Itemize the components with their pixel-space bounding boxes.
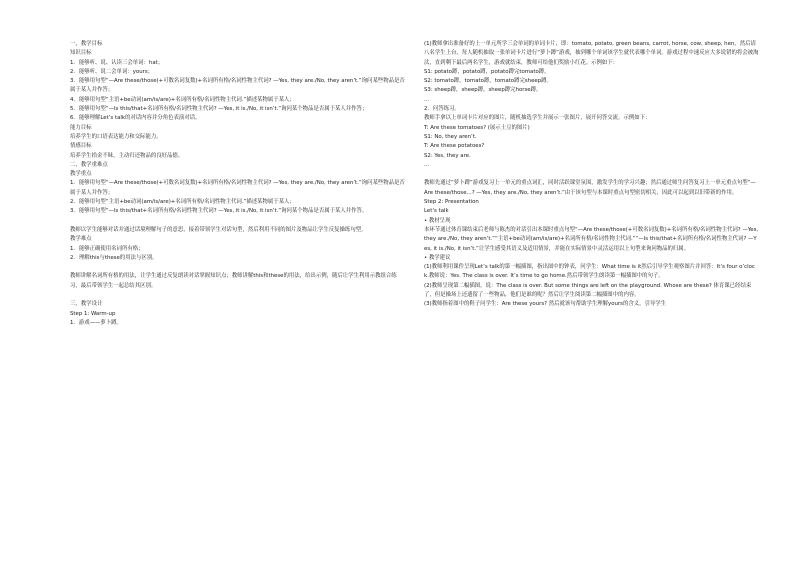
text-line: 本环节通过体育课结束后老师与陈杰的对话引出本课时重点句型“—Are these/those(+可数名词复数)+名词所有格/名词性物主代词? —Yes, they are./No, they aren’t.”“主语+be动词(am/is/are)+名词所有格/名词性物主代词.”“—Is this/that+名词所有格/名词性物主代词? —Yes, it is./No, it isn’t.”让学生感受其语义及适用情景，并能在实际情景中灵活运用以上句型来询问物品的归属。 [424, 226, 759, 252]
left-block-4 [70, 300, 405, 328]
text-line: Step 1: Warm-up [70, 310, 116, 317]
text-line: S3: sheep蹲，sheep蹲，sheep蹲完horse蹲。 [424, 87, 542, 94]
right-column [424, 40, 759, 310]
text-line: 教师讲解名词所有格的用法，让学生通过反复朗读对话掌握知识点；教师讲解this和these的用法，给出示例，随后让学生利用示教组合练习，最后带领学生一起总结其区别。 [70, 273, 397, 289]
text-line: 1．能够用句型“—Are these/those(+可数名词复数)+名词所有格/名词性物主代词? —Yes, they are./No, they aren’t.”询问某些物品是否属于某人并作答； [70, 180, 405, 196]
right-block-2 [424, 179, 759, 309]
left-block-1 [70, 40, 405, 217]
text-line: (2)教师呈现第二幅插图，说：The class is over. But some things are left on the playground. Whose are these? 体育课已经结束了，但是操场上还遗留了一些物品，他们是谁的呢？然后让学生阅读第二幅插图中的内容。 [424, 282, 752, 299]
text-line: 知识目标 [70, 50, 92, 57]
text-line: 教学重点 [70, 171, 92, 178]
left-block-2 [70, 226, 405, 263]
text-line: ... [424, 96, 430, 103]
text-line: 培养学生的口语表达能力和交际能力。 [70, 133, 162, 140]
right-block-1 [424, 40, 759, 170]
text-line: T: Are these potatoes? [424, 143, 485, 150]
text-line: (3)教师指着图中的鞋子问学生：Are these yours? 然后就该句帮助学生理解yours的含义，引导学生 [424, 301, 667, 308]
text-line: 1．能够听、说、认读三会单词：hat； [70, 59, 164, 66]
text-line: 3．能够用句型“—Are these/those(+可数名词复数)+名词所有格/名词性物主代词? —Yes, they are./No, they aren’t.”询问某些物品是否属于某人并作答； [70, 78, 405, 94]
text-line: 1．能够正确使用名词所有格； [70, 245, 144, 252]
text-line: 2．能够听、说二会单词：yours； [70, 68, 154, 75]
text-line: T: Are these tomatoes? (展示土豆的图片) [424, 124, 530, 131]
text-line: 一，教学目标 [70, 41, 103, 47]
text-line: S1: No, they aren’t. [424, 133, 477, 140]
text-line: 2．能够用句型“主语+be动词(am/is/are)+名词所有格/名词性物主代词.”描述某物属于某人； [70, 199, 295, 206]
text-line: (1)教师利用课件呈现Let’s talk的第一幅插图，指出图中的钟表，问学生：What time is it然后引导学生观察图片并回答：It’s four o’clock.教师说：Yes. The class is over. It’s time to go home.然后带领学生朗读第一幅插图中的句子。 [424, 264, 755, 280]
section-heading: 二，教学重难点 [70, 161, 108, 168]
text-line: 教学难点 [70, 236, 92, 243]
text-line: (1)教师拿出准备好的上一单元所学三会单词的单词卡片，即：tomato, potato, green beans, carrot, horse, cow, sheep, hen，然后请八名学生上台，每人随机抽取一张单词卡片进行“萝卜蹲”游戏，抽到哪个单词该学生就代表哪个单词。游戏过程中速反应大多说错的将会被淘汰，直到剩下最后两名学生，游戏就结束，教师可给他们奖励小红花。示例如下： [424, 41, 759, 66]
text-line: 2．问答练习。 [424, 106, 460, 113]
left-column [70, 40, 405, 328]
text-line: 教师先通过“萝卜蹲”游戏复习上一单元的重点词汇，同时活跃课堂氛围，激发学生的学习兴趣；然后通过师生问答复习上一单元重点句型“—Are these/those...? —Yes, they are./No, they aren’t.”由于该句型与本课时重点句型密切相关，因此可以起到以旧带新的作用。 [424, 180, 756, 196]
text-line: S1: potato蹲，potato蹲，potato蹲完tomato蹲。 [424, 68, 550, 75]
text-line: 4．能够用句型“主语+be动词(am/is/are)+名词所有格/名词性物主代词.”描述某物属于某人； [70, 96, 295, 103]
left-block-3 [70, 272, 405, 291]
text-line: • 教材呈现 [424, 217, 451, 224]
text-line: • 教学建议 [424, 254, 451, 261]
text-line: 3．能够用句型“—Is this/that+名词所有格/名词性物主代词? —Yes, it is./No, it isn’t.”询问某个物品是否属于某人并作答。 [70, 208, 368, 215]
text-line: 2．理解this与these的用法与区别。 [70, 254, 158, 261]
text-line: 5．能够用句型“—Is this/that+名词所有格/名词性物主代词? —Yes, it is./No, it isn’t.”询问某个物品是否属于某人并作答； [70, 106, 368, 113]
text-line: S2: tomato蹲，tomato蹲，tomato蹲完sheep蹲。 [424, 78, 552, 85]
text-line: 6．能够理解Let’s talk的对话内容并分角色表演对话。 [70, 115, 201, 122]
text-line: S2: Yes, they are. [424, 152, 471, 159]
section-heading: 三，教学设计 [70, 301, 103, 308]
text-line: Step 2: Presentation [424, 199, 479, 206]
text-line: 情感目标 [70, 143, 92, 150]
text-line: 能力目标 [70, 124, 92, 131]
text-line: Let’s talk [424, 208, 449, 215]
text-line: ... [424, 161, 430, 168]
text-line: 教师手拿以上单词卡片对应的图片，随机抽选学生并展示一张图片，展开问答交流。示例如下： [424, 115, 651, 122]
text-line: 培养学生拾金不昧，主动归还物品的良好品德。 [70, 152, 184, 159]
text-line: 教师以学生能够对话并通过话境理解句子的意思，接着带领学生对话句型，然后利用不同的图片及物品让学生反复操练句型。 [70, 226, 367, 233]
text-line: 1．游戏——萝卜蹲。 [70, 319, 122, 326]
